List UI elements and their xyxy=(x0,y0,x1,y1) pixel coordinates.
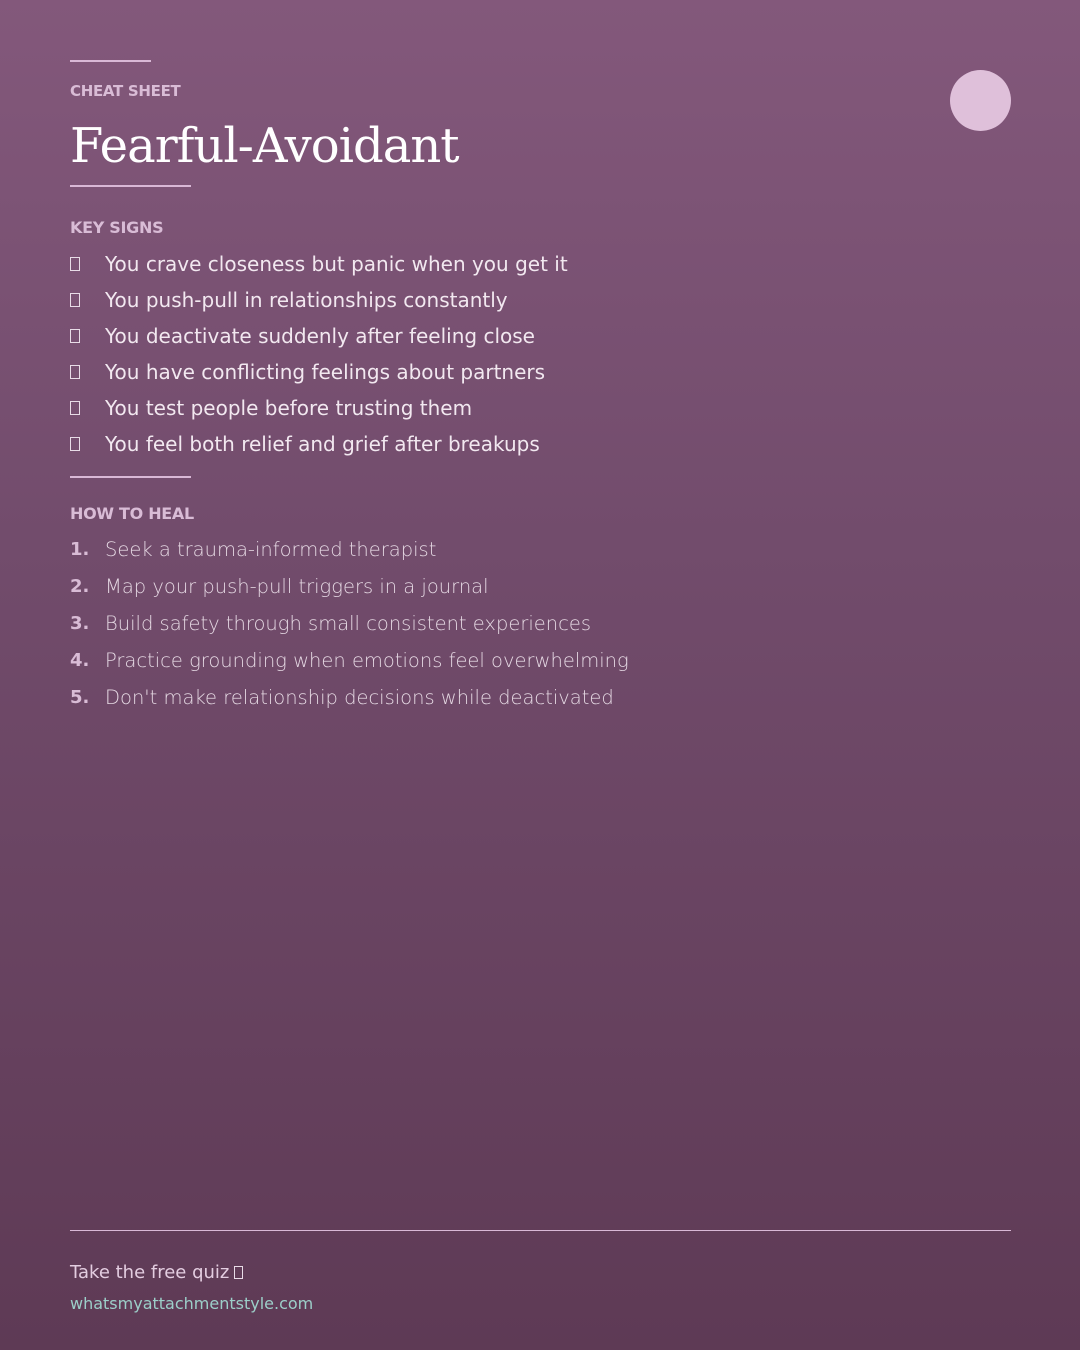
step-text: Seek a trauma-informed therapist xyxy=(105,538,437,561)
step-number: 3. xyxy=(70,613,90,634)
list-item xyxy=(70,679,629,716)
bullet-icon xyxy=(70,257,80,271)
sign-text: You have conflicting feelings about partners xyxy=(105,360,546,384)
key-signs-list xyxy=(70,246,568,462)
sign-text: You crave closeness but panic when you get it xyxy=(105,252,568,276)
step-text: Build safety through small consistent experiences xyxy=(105,612,592,635)
list-item xyxy=(70,354,568,390)
bullet-icon xyxy=(70,293,80,307)
title-divider xyxy=(70,185,191,187)
quiz-cta-link[interactable] xyxy=(70,1262,243,1283)
bullet-icon xyxy=(70,365,80,379)
step-number: 4. xyxy=(70,650,90,671)
step-number: 2. xyxy=(70,576,90,597)
decorative-circle xyxy=(950,70,1011,131)
bullet-icon xyxy=(70,401,80,415)
page-title: Fearful-Avoidant xyxy=(70,118,459,174)
list-item xyxy=(70,426,568,462)
step-text: Don't make relationship decisions while deactivated xyxy=(105,686,614,709)
list-item xyxy=(70,568,629,605)
list-item xyxy=(70,390,568,426)
eyebrow-label: CHEAT SHEET xyxy=(70,82,181,100)
bullet-icon xyxy=(70,329,80,343)
list-item xyxy=(70,318,568,354)
list-item xyxy=(70,531,629,568)
step-number: 5. xyxy=(70,687,90,708)
sign-text: You test people before trusting them xyxy=(105,396,473,420)
section-divider xyxy=(70,476,191,478)
step-text: Map your push-pull triggers in a journal xyxy=(105,575,489,598)
how-to-heal-heading: HOW TO HEAL xyxy=(70,504,194,523)
list-item xyxy=(70,642,629,679)
sign-text: You deactivate suddenly after feeling close xyxy=(105,324,535,348)
list-item xyxy=(70,246,568,282)
how-to-heal-list xyxy=(70,531,629,716)
list-item xyxy=(70,282,568,318)
arrow-icon xyxy=(234,1266,243,1279)
top-divider xyxy=(70,60,151,62)
footer-divider xyxy=(70,1230,1011,1231)
list-item xyxy=(70,605,629,642)
cta-text: Take the free quiz xyxy=(70,1262,230,1283)
step-number: 1. xyxy=(70,539,90,560)
step-text: Practice grounding when emotions feel overwhelming xyxy=(105,649,629,672)
sign-text: You push-pull in relationships constantly xyxy=(105,288,508,312)
key-signs-heading: KEY SIGNS xyxy=(70,218,164,237)
website-link[interactable]: whatsmyattachmentstyle.com xyxy=(70,1294,314,1313)
bullet-icon xyxy=(70,437,80,451)
sign-text: You feel both relief and grief after breakups xyxy=(105,432,540,456)
